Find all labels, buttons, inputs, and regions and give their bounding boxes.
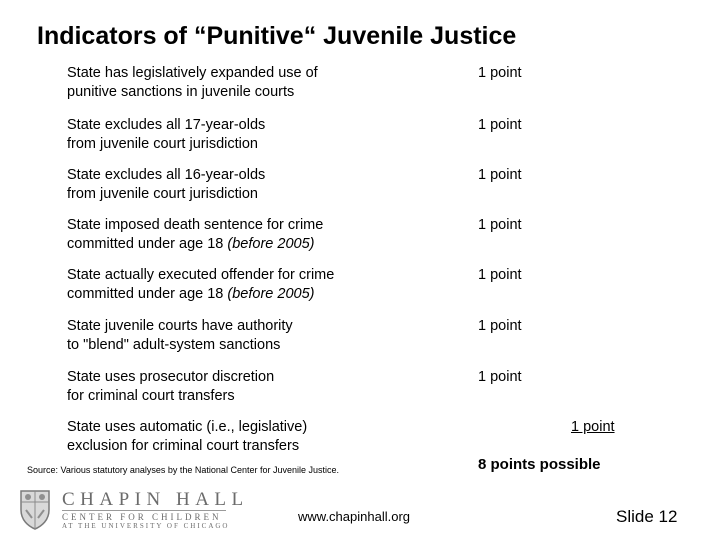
indicator-points: 1 point [478, 318, 522, 334]
indicator-points: 1 point [478, 65, 522, 81]
indicator-points: 1 point [571, 419, 615, 435]
logo-name: CHAPIN HALL [62, 489, 249, 510]
indicator-points: 1 point [478, 217, 522, 233]
indicator-points: 1 point [478, 167, 522, 183]
shield-icon [18, 488, 52, 530]
slide-title: Indicators of “Punitive“ Juvenile Justice [37, 22, 517, 50]
logo-subtitle: CENTER FOR CHILDREN [62, 512, 222, 522]
indicator-points: 1 point [478, 369, 522, 385]
total-points: 8 points possible [478, 456, 601, 473]
indicator-label: State actually executed offender for crime committed under age 18 (before 2005) [67, 267, 335, 302]
indicator-label: State has legislatively expanded use of punitive sanctions in juvenile courts [67, 65, 318, 100]
indicator-label: State excludes all 16-year-olds from juvenile court jurisdiction [67, 167, 266, 202]
indicator-label: State imposed death sentence for crime committed under age 18 (before 2005) [67, 217, 324, 252]
logo-divider [62, 510, 226, 511]
website-url: www.chapinhall.org [298, 509, 411, 524]
indicator-label: State uses prosecutor discretion for criminal court transfers [67, 369, 275, 404]
indicator-label: State juvenile courts have authority to "blend" adult-system sanctions [67, 318, 293, 353]
indicator-label: State excludes all 17-year-olds from juvenile court jurisdiction [67, 117, 266, 152]
slide-number: Slide 12 [616, 507, 678, 526]
source-note: Source: Various statutory analyses by the National Center for Juvenile Justice. [27, 465, 339, 475]
chapin-hall-logo [18, 488, 249, 532]
logo-subtitle-university: AT THE UNIVERSITY OF CHICAGO [62, 522, 230, 530]
indicator-label: State uses automatic (i.e., legislative) exclusion for criminal court transfers [67, 419, 308, 454]
indicator-points: 1 point [478, 267, 522, 283]
indicator-points: 1 point [478, 117, 522, 133]
